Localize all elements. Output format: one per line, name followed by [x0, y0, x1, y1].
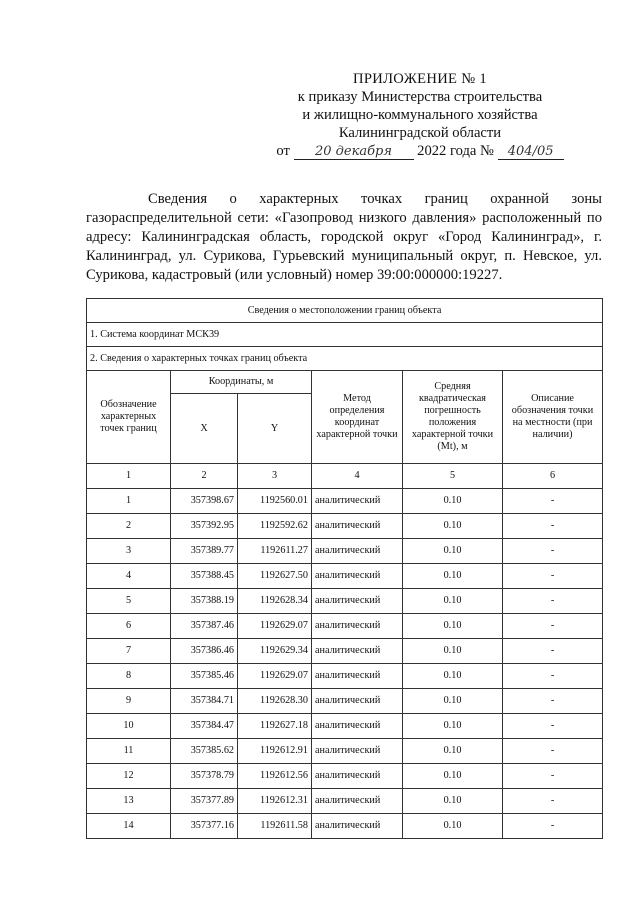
table-row	[87, 514, 603, 539]
table-row	[87, 789, 603, 814]
coord-x: 357385.62	[171, 739, 238, 764]
coord-x: 357387.46	[171, 614, 238, 639]
table-row	[87, 589, 603, 614]
method-cell: аналитический	[312, 564, 403, 589]
description-cell: -	[503, 539, 603, 564]
error-cell: 0.10	[403, 714, 503, 739]
error-cell: 0.10	[403, 514, 503, 539]
error-cell: 0.10	[403, 789, 503, 814]
coord-x: 357384.47	[171, 714, 238, 739]
table-row	[87, 564, 603, 589]
coord-y: 1192611.58	[238, 814, 312, 839]
order-line-3: Калининградской области	[338, 125, 502, 141]
coord-x: 357388.45	[171, 564, 238, 589]
coord-y: 1192612.91	[238, 739, 312, 764]
method-cell: аналитический	[312, 714, 403, 739]
column-number: 2	[171, 464, 238, 489]
description-cell: -	[503, 789, 603, 814]
coord-x: 357378.79	[171, 764, 238, 789]
year-text: 2022 года №	[417, 143, 494, 159]
method-cell: аналитический	[312, 639, 403, 664]
method-cell: аналитический	[312, 789, 403, 814]
coord-y: 1192612.31	[238, 789, 312, 814]
handwritten-date: 20 декабря	[294, 144, 414, 160]
point-number: 8	[87, 664, 171, 689]
error-cell: 0.10	[403, 539, 503, 564]
description-cell: -	[503, 589, 603, 614]
error-cell: 0.10	[403, 589, 503, 614]
description-cell: -	[503, 739, 603, 764]
error-cell: 0.10	[403, 489, 503, 514]
method-cell: аналитический	[312, 814, 403, 839]
error-cell: 0.10	[403, 814, 503, 839]
description-cell: -	[503, 614, 603, 639]
header-coords: Координаты, м	[171, 371, 312, 394]
coord-y: 1192611.27	[238, 539, 312, 564]
table-row	[87, 639, 603, 664]
error-cell: 0.10	[403, 689, 503, 714]
description-cell: -	[503, 514, 603, 539]
point-number: 10	[87, 714, 171, 739]
error-cell: 0.10	[403, 664, 503, 689]
point-number: 9	[87, 689, 171, 714]
order-line-1: к приказу Министерства строительства	[297, 89, 543, 105]
description-cell: -	[503, 664, 603, 689]
date-prefix: от	[276, 143, 290, 159]
coord-y: 1192560.01	[238, 489, 312, 514]
error-cell: 0.10	[403, 739, 503, 764]
order-line-2: и жилищно-коммунального хозяйства	[302, 107, 538, 123]
coord-y: 1192612.56	[238, 764, 312, 789]
description-cell: -	[503, 639, 603, 664]
header-error: Средняя квадратическая погрешность положения характерной точки (Mt), м	[403, 371, 503, 464]
point-number: 3	[87, 539, 171, 564]
coord-y: 1192629.07	[238, 664, 312, 689]
coord-y: 1192628.30	[238, 689, 312, 714]
method-cell: аналитический	[312, 589, 403, 614]
point-number: 11	[87, 739, 171, 764]
coord-x: 357377.89	[171, 789, 238, 814]
section-title: Сведения о местоположении границ объекта	[87, 299, 603, 323]
coord-x: 357389.77	[171, 539, 238, 564]
table-row	[87, 539, 603, 564]
header-point: Обозначение характерных точек границ	[87, 371, 171, 464]
description-cell: -	[503, 714, 603, 739]
header-method: Метод определения координат характерной точки	[312, 371, 403, 464]
coord-system: 1. Система координат МСК39	[87, 323, 603, 347]
column-number: 1	[87, 464, 171, 489]
description-cell: -	[503, 814, 603, 839]
coord-y: 1192627.50	[238, 564, 312, 589]
appendix-header	[250, 70, 590, 160]
error-cell: 0.10	[403, 764, 503, 789]
handwritten-number: 404/05	[498, 144, 564, 160]
column-number: 4	[312, 464, 403, 489]
method-cell: аналитический	[312, 664, 403, 689]
point-number: 7	[87, 639, 171, 664]
method-cell: аналитический	[312, 514, 403, 539]
intro-paragraph: Сведения о характерных точках границ охранной зоны газораспределительной сети: «Газопровод низкого давления» расположенный по адресу: Калининградская область, городской округ «Город Калининград», г. Калининград, ул. Сурикова, Гурьевский муниципальный округ, п. Невское, ул. Сурикова, кадастровый (или условный) номер 39:00:000000:19227.	[86, 191, 602, 283]
method-cell: аналитический	[312, 614, 403, 639]
points-title: 2. Сведения о характерных точках границ объекта	[87, 347, 603, 371]
table-row	[87, 689, 603, 714]
error-cell: 0.10	[403, 564, 503, 589]
table-row	[87, 764, 603, 789]
method-cell: аналитический	[312, 739, 403, 764]
coord-x: 357386.46	[171, 639, 238, 664]
coord-y: 1192629.34	[238, 639, 312, 664]
table-row	[87, 614, 603, 639]
table-row	[87, 814, 603, 839]
point-number: 2	[87, 514, 171, 539]
point-number: 14	[87, 814, 171, 839]
coord-x: 357377.16	[171, 814, 238, 839]
coord-x: 357384.71	[171, 689, 238, 714]
appendix-title: ПРИЛОЖЕНИЕ № 1	[353, 71, 487, 87]
coord-x: 357385.46	[171, 664, 238, 689]
coord-x: 357388.19	[171, 589, 238, 614]
boundary-points-table	[86, 298, 603, 839]
column-number-row	[87, 464, 603, 489]
point-number: 4	[87, 564, 171, 589]
description-cell: -	[503, 564, 603, 589]
column-number: 5	[403, 464, 503, 489]
coord-y: 1192592.62	[238, 514, 312, 539]
point-number: 6	[87, 614, 171, 639]
header-y: Y	[238, 394, 312, 464]
coord-y: 1192627.18	[238, 714, 312, 739]
error-cell: 0.10	[403, 639, 503, 664]
point-number: 13	[87, 789, 171, 814]
point-number: 5	[87, 589, 171, 614]
description-cell: -	[503, 764, 603, 789]
description-cell: -	[503, 489, 603, 514]
header-description: Описание обозначения точки на местности (при наличии)	[503, 371, 603, 464]
description-cell: -	[503, 689, 603, 714]
coord-y: 1192629.07	[238, 614, 312, 639]
table-row	[87, 489, 603, 514]
method-cell: аналитический	[312, 539, 403, 564]
point-number: 12	[87, 764, 171, 789]
column-number: 3	[238, 464, 312, 489]
method-cell: аналитический	[312, 689, 403, 714]
error-cell: 0.10	[403, 614, 503, 639]
coord-x: 357392.95	[171, 514, 238, 539]
point-number: 1	[87, 489, 171, 514]
table-row	[87, 739, 603, 764]
coord-x: 357398.67	[171, 489, 238, 514]
method-cell: аналитический	[312, 764, 403, 789]
table-row	[87, 664, 603, 689]
column-number: 6	[503, 464, 603, 489]
header-x: X	[171, 394, 238, 464]
table-row	[87, 714, 603, 739]
order-date-line	[250, 142, 590, 160]
method-cell: аналитический	[312, 489, 403, 514]
coord-y: 1192628.34	[238, 589, 312, 614]
